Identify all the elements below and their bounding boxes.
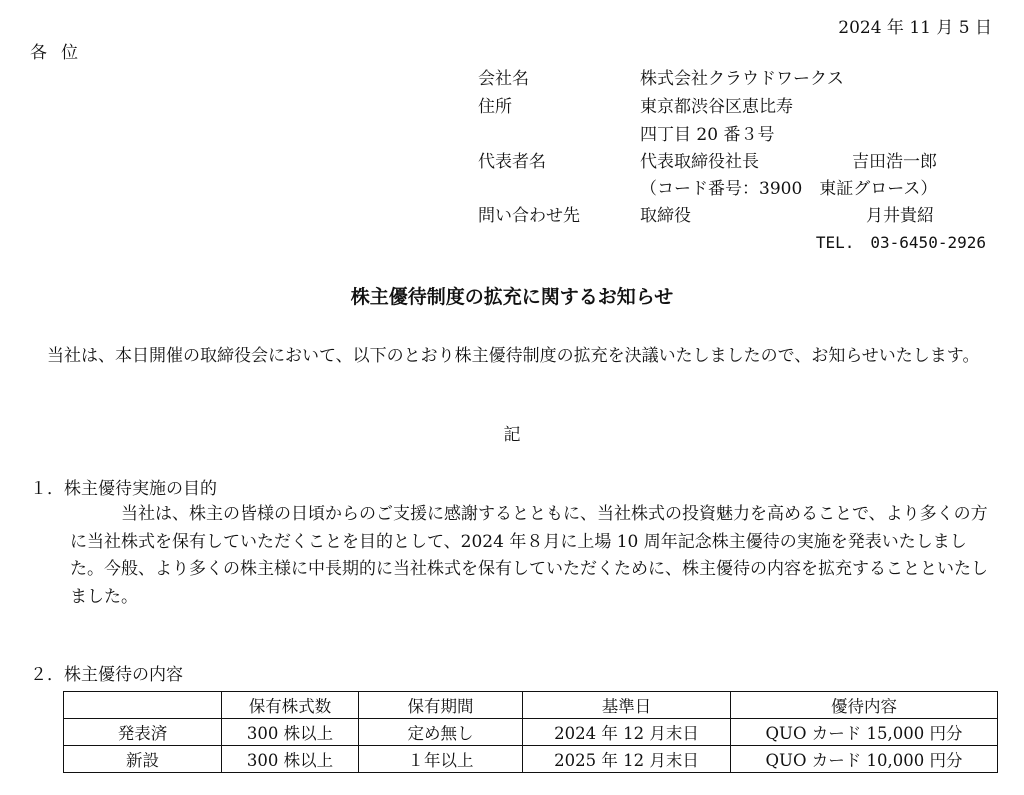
table-cell: 新設: [64, 746, 222, 773]
section-1-heading: １．株主優待実施の目的: [30, 479, 217, 499]
address-label: 住所: [478, 97, 512, 117]
table-cell: １年以上: [359, 746, 523, 773]
document-title: 株主優待制度の拡充に関するお知らせ: [350, 286, 674, 308]
section-2-heading: ２．株主優待の内容: [30, 665, 183, 685]
table-header-cell: 基準日: [523, 692, 731, 719]
table-header-cell: [64, 692, 222, 719]
ki-marker: 記: [503, 425, 521, 445]
contact-phone: TEL. 03-6450-2926: [815, 233, 986, 252]
table-header-row: [64, 692, 998, 719]
table-row: [64, 719, 998, 746]
company-name-value: 株式会社クラウドワークス: [640, 69, 844, 89]
table-cell: 2024 年 12 月末日: [523, 719, 731, 746]
table-cell: QUO カード 15,000 円分: [731, 719, 998, 746]
company-name-label: 会社名: [478, 69, 529, 89]
contact-title: 取締役: [640, 206, 691, 226]
intro-paragraph: 当社は、本日開催の取締役会において、以下のとおり株主優待制度の拡充を決議いたしましたので、お知らせいたします。: [30, 346, 980, 366]
address-line-1: 東京都渋谷区恵比寿: [640, 97, 793, 117]
benefit-table: [63, 691, 998, 773]
table-cell: QUO カード 10,000 円分: [731, 746, 998, 773]
addressee: 各位: [30, 43, 92, 63]
table-header-cell: 保有株式数: [222, 692, 359, 719]
contact-label: 問い合わせ先: [478, 206, 580, 226]
section-1-body: 当社は、株主の皆様の日頃からのご支援に感謝するとともに、当社株式の投資魅力を高めることで、より多くの方に当社株式を保有していただくことを目的として、2024 年８月に上場 10 周年記念株主優待の実施を発表いたしました。今般、より多くの株主様に中長期的に当社株式を保有していただくために、株主優待の内容を拡充することといたしました。: [70, 504, 988, 607]
table-cell: 定め無し: [359, 719, 523, 746]
table-cell: 発表済: [64, 719, 222, 746]
table-cell: 2025 年 12 月末日: [523, 746, 731, 773]
table-header-cell: 保有期間: [359, 692, 523, 719]
contact-name: 月井貴紹: [866, 206, 934, 226]
document-date: 2024 年 11 月 5 日: [838, 18, 992, 38]
address-line-2: 四丁目 20 番３号: [640, 125, 775, 145]
stock-code: （コード番号：3900 東証グロース）: [640, 179, 938, 199]
representative-title: 代表取締役社長: [640, 152, 759, 172]
table-cell: 300 株以上: [222, 746, 359, 773]
table-row: [64, 746, 998, 773]
representative-name: 吉田浩一郎: [852, 152, 937, 172]
table-header-cell: 優待内容: [731, 692, 998, 719]
representative-label: 代表者名: [478, 152, 546, 172]
table-cell: 300 株以上: [222, 719, 359, 746]
